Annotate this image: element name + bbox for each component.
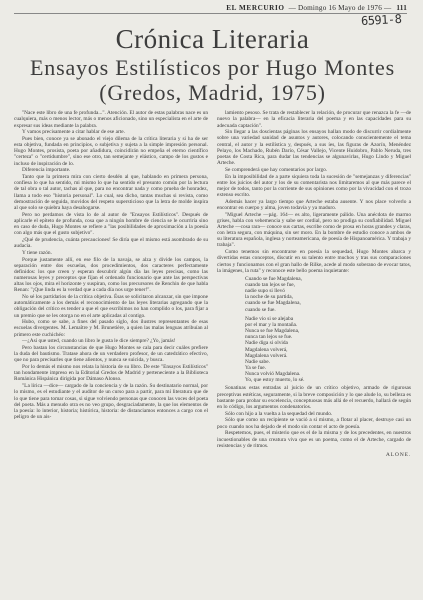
paragraph: Por lo demás el mismo nos relata la historia de su libro. De este "Ensayos Estilísticos" tan hondamente impreso en la Editorial Gredos de Madrid y perteneciente a la Biblioteca Románica Hispánica dirigida por Dámaso Alonso. [14,364,208,383]
paragraph: "Nace este libro de una fe profunda...". Atención. El autor de estas palabras nace es un cualquiera, más o menos lector, más o menos aficionado, sino un especialista en el arte de expresar sus ideas mediante la palabra. [14,110,208,129]
poem-quote [245,276,411,384]
paragraph: Pues bien, conoce ya se abonado el viejo dilema de la crítica literaria y si ha de ser esta objetiva, fundada en principios, o subjetiva y sujeta a la simple impresión personal. Hugo Montes, prosista, poeta por añadidura, coincidirán no empeña el eterno científico "certeza" o "certidumbre", sino ese otro, tan semejante y elástico, campo de los gustos e incluso de inspiración de lo. [14,136,208,167]
paragraph: Sólo con hijo a la vuelta a la sequedad del mundo. [225,410,333,417]
paragraph: Sólo que como un recipiente se vació a sí mismo, a flotar al placer, destruye casi un poco cuando nos ha dejado de el modo sin contar el acto de poesía. [217,417,411,430]
article-body [14,110,411,458]
paragraph: Y vamos precisamente a citar hablar de ese arte. [22,129,125,136]
poem-line: Ya se fue. [245,365,266,371]
right-column-text-continued [217,385,411,448]
page-number: 111 [396,4,407,12]
paragraph: Hubo, como se sabe, a fines del pasado siglo, dos ilustres representantes de esas escuelas divergentes. M. Lemaître y M. Brunetière, a quien las malas lenguas atribuían al primero este cuchichéo: [14,319,208,338]
paragraph: Sonatinas estas entradas al juicio de un crítico objetivo, armado de rigurosas preceptivas estéticas, seguramente, si la breve composición y lo que alude lo, su belleza es bastante para probar su excelencia, conceptuosas más allá de el recuerdo, hallará de según en lo código, los argumentos condenatorios. [217,385,411,410]
paragraph: Diferencia importante. [22,167,71,174]
paragraph: Además hacer ya largo tiempo que Arteche estaba ausente. Y nos place volverlo a encontrar en cuerpo y alma, joven todavía y ya maduro. [217,198,411,211]
paragraph: En la imposibilidad de a parte siquiera toda la sucesión de "semejanzas y diferencias" entre los juicios del autor y los de su comentarista nos limitaremos al que más parece el mejor de todos, tanto por la corriente de sus opiniones como por la vivacidad con el trozo extenso escrito. [217,173,411,198]
article-edition: (Gredos, Madrid, 1975) [99,80,326,106]
poem-line: Nunca se fue Magdalena, [245,328,300,335]
poem-line: Cuando se fue Magdalena, [245,275,302,282]
author-signature: ALONE. [385,451,411,458]
paragraph: Como tenemos sin encontrarse en poesía la sequedad, Hugo Montes abarca y divertidas estas conceptos, discutir en su talento entre muchos y tras sus comparaciones ciertos y funcionamos con el gran hallo de Rilke, acede al modo soberano de evocar tatos, la imágenes, la ruta" y reconoce este bello poema inquietante: [217,249,411,274]
paragraph: "La lírica —dice— cargado de la conciencia y de la razón. Su destinatario normal, por lo mismo, es el estudiante y el auditor de un curso para a partir, para mí literatura que de lo que tiene para tomar cosas, si sigue volviendo personas que conocen las voces del poeta del poeta. Más a menudo otra es no veo grupo, desgraciadamente, la que los elementos de la poesía: lo interior, historia; histórica, historia: de distanciamos entonces a cargo con el peligro de un ais- [14,383,208,420]
paragraph: Sin llegar a las doscientas páginas los ensayos hallan modo de discurrir cordialmente sobre una variedad sanidad de asuntos y autores, colocando conscientemente el tema central, el autor y la estilística y, después, a sus íes, las figuras de Azorín, Menéndez Pelayo, los Machado, Rubén Darío, César Vallejo, Vicente Huidobro, Pablo Neruda, tres poetas de Costa Rica, para dudar las tendencias se algunavirlas, Hugo Lindo y Miguel Arteche. [217,129,411,167]
poem-line: nadie supo si llevó [245,288,285,295]
left-column [14,110,208,458]
poem-line: Nadie sabe. [245,358,270,365]
newspaper-name: EL MERCURIO [226,4,285,12]
article-title: Crónica Literaria [115,24,310,54]
paragraph: Pero no perdamos de vista lo de al autor de "Ensayos Estilísticos". Después de aplicarle el epíteto de profunda, cosa que a ningún hombre de ciencia se le ocurriría sino en caso de duda, Hugo Montes se refiere a "las posibilidades de aproximación a la poesía con algo más que el gusto subjetivo". [14,211,208,237]
poem-line: Magdalena volverá. [245,352,288,359]
paragraph: No sé los partidarios de la crítica objetiva. Ésas se solicitaron alcanzar, sin que impone automáticamente a los demás el reconocimiento de las leyes literarias agregando que la obligación del crítico es tender a que el que escribimos no han complido o los, para fijar a un premio que se les otorga no en el arte aplicadas al contigo. [14,294,208,319]
paragraph: —¿Así que usted, cuando un libro le gusta le dice siempre? ¿Yo, jamás! [22,338,176,345]
poem-line: cuando tan lejos se fue, [245,281,296,288]
poem-line: por el mar y la montaña. [245,321,298,328]
paragraph: Porque justamente allí, en ese filo de la navaja, se alza y divide los campos, la separación entre dos escuelas, dos procedimientos, dos caracteres perfectamente definidos: los que creen y esperan descubrir algún día las leyes precisas, como las numerosas leyes y preceptos que fijan el ordenado funcionario que ante las perspectivas altas los ojos, mira el horizonte y suspiran, como los precursores de Renchin de que habla Renan: "¡Que linda es la verdad que a cada día nos urge tener!". [14,256,208,294]
poem-line: cuando se fue Magdalena, [245,300,301,307]
handwritten-annotation: 6591-8 [360,11,402,29]
page-header [14,4,407,14]
paragraph: "Miguel Arteche —pág. 164— es alto, ligeramente pálido. Una anécdota de marmo grises, habla con vehemencia y sabe ser cordial, pero no prodiga su confiabilidad. Miguel Arteche —cosa rara— conoce sus cartas, escribe como de prosa en horas grandes y claras, con letra segura, con máquina, sin ser moro. En la bombre de estudio conoce a ambos de su literatura española, inglesa y norteamericana, de poesía de Hispanoamérica. Y trabaja y trabaja". [217,211,411,249]
paragraph: Respetemos, pues, el misterio que es el de la misma y de los precedentes, en nuestros incuestionables de una creatura viva que es un poema, como el de Arteche, cargado de resistencias y de ritmos. [217,430,411,449]
poem-line: Nadie vio si se alejaba [245,315,294,322]
poem-line: Yo, que estoy muerto, lo sé. [245,377,305,384]
paragraph: ¿Qué de prudencia, cuánta precauciones! Se diría que el mismo está asombrado de su audacia. [14,236,208,250]
poem-line: la noche de su partida, [245,294,293,301]
poem-line: nunca tan lejos se fue. [245,334,293,341]
paragraph: lamiento pesoso. Se trata de restablecer la relación, de procurar que renazca la fe —de nuevo la palabra— en la eficacia literaria del poema y en las capacidades para su adecuada captación". [217,110,411,129]
paragraph: Se comprenderá que hay comentarios por largo. [225,166,328,173]
paragraph: Y tiene razón. [22,249,52,256]
poem-line: Magdalena volverá, [245,346,288,353]
paragraph: Tanto que la primera mira con cierto desdén al que, hablando en primera persona, confiesa lo que ha sentido, mi mismo lo que ha sentido el presunto común por la lectura de tal obra o tal autor, tachas al que, para no encontrar nada y como prueba de honradez, llama a todo eso "historia personal". Lo cual, sea dicho, tantas muchas si revista, como demostración de seguida, movidos del respeto supersticioso que la letra de molde inspira al que solo se quiebra haya desahogarse. [14,174,208,211]
poem-line: Nunca volvió Magdalena. [245,371,301,378]
right-column [217,110,411,458]
article-subtitle: Ensayos Estilísticos por Hugo Montes [30,55,395,80]
poem-line: cuando se fue. [245,306,276,313]
right-column-text [217,110,411,274]
poem-line: Nadie diga si olvida [245,340,288,347]
paragraph: Pero bastan los circunstancias de que Hugo Montes se cala para decir cuáles prefiere la duda del bautismo. Tratase ahora de un verdadero profesor, de un catedrático efectivo, que no para precisarles que tiene alientos, y nunca se suicida, y busca. [14,345,208,364]
dateline: — Domingo 16 Mayo de 1976 — [288,4,392,12]
